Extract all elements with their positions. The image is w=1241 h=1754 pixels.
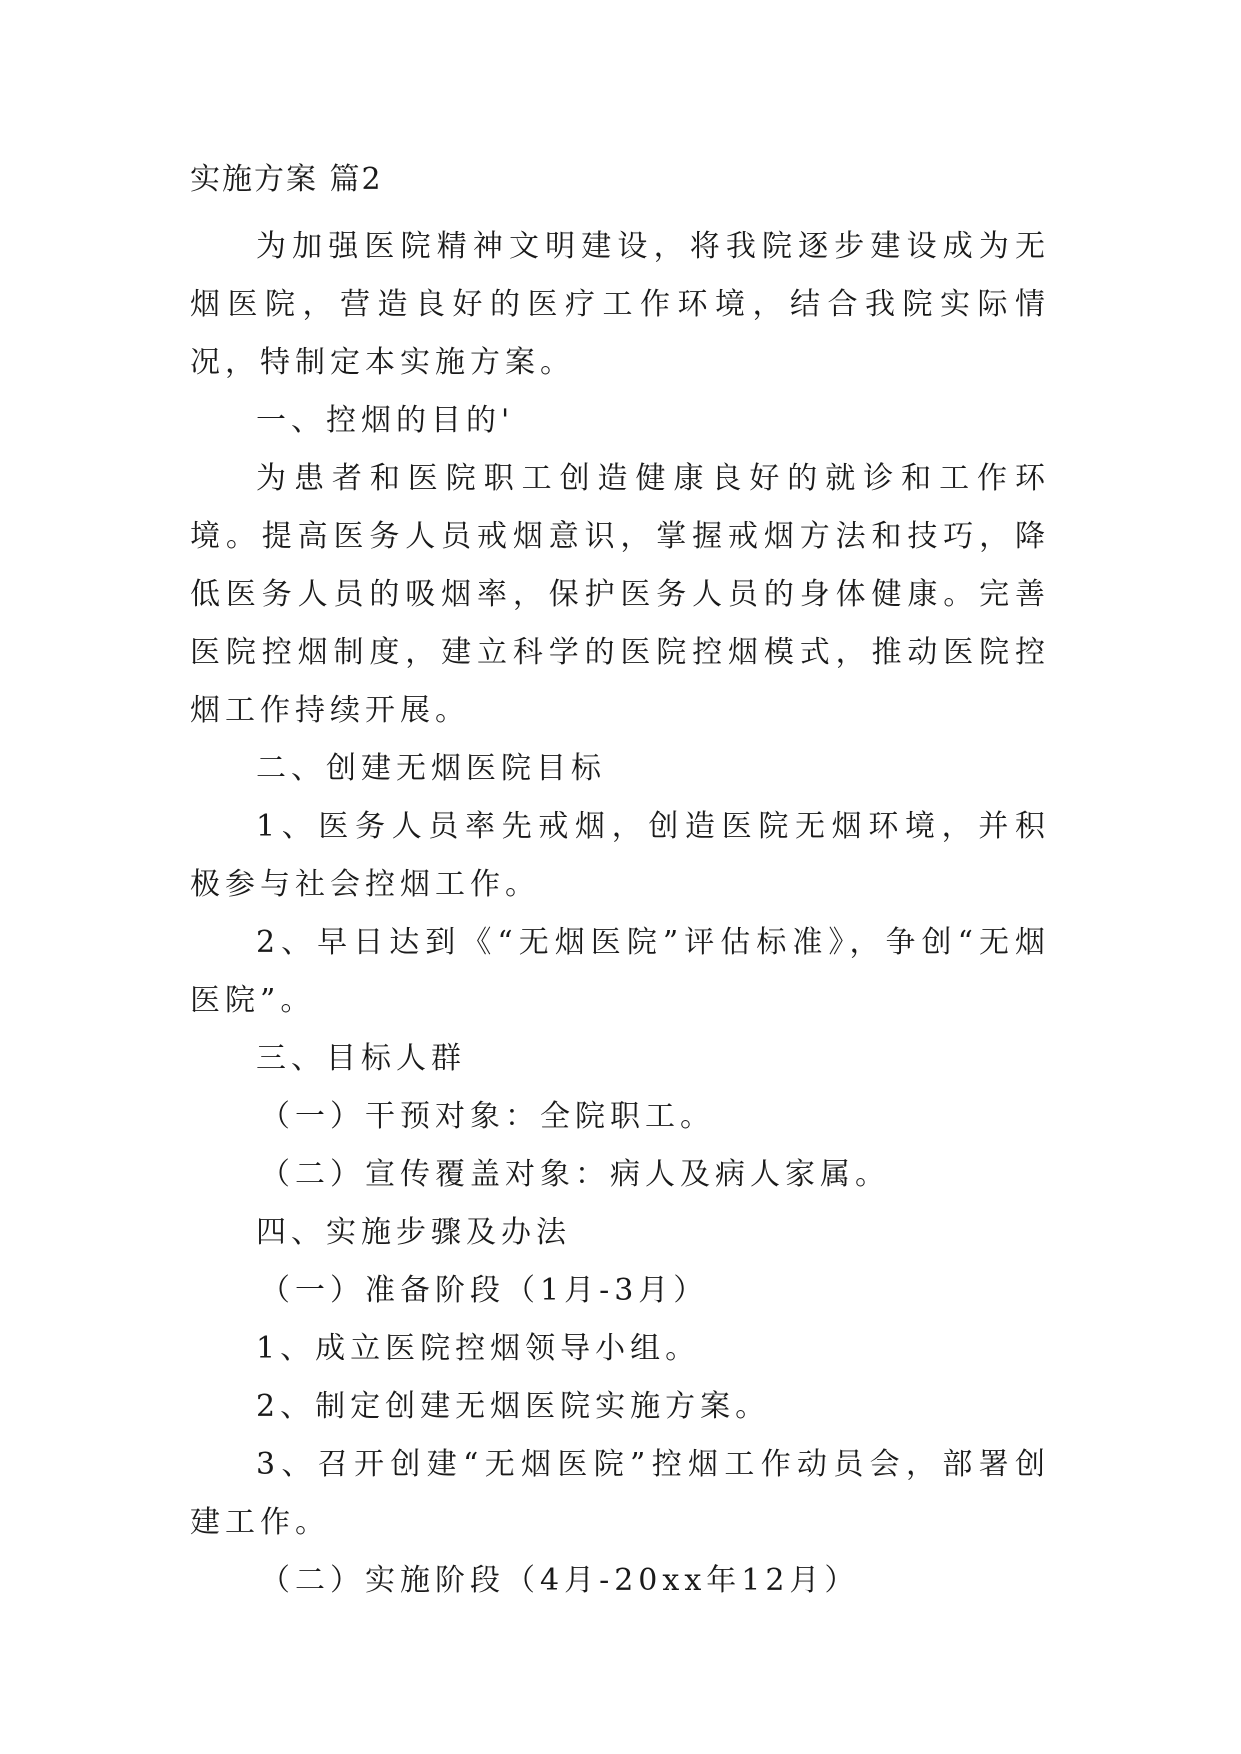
list-item-goal-2: 2、早日达到《“无烟医院”评估标准》，争创“无烟医院”。 bbox=[190, 925, 1050, 1018]
sub-heading-prep-stage: （一）准备阶段（1月-3月） bbox=[260, 1273, 709, 1308]
paragraph-purpose: 为患者和医院职工创造健康良好的就诊和工作环境。提高医务人员戒烟意识，掌握戒烟方法和技巧，降低医务人员的吸烟率，保护医务人员的身体健康。完善医院控烟制度，建立科学的医院控烟模式，推动医院控烟工作持续开展。 bbox=[190, 461, 1050, 728]
sub-item-target-1: （一）干预对象：全院职工。 bbox=[260, 1099, 715, 1134]
section-heading-4: 四、实施步骤及办法 bbox=[256, 1215, 571, 1250]
section-heading-1: 一、控烟的目的' bbox=[256, 403, 515, 438]
document-body bbox=[190, 218, 1050, 1610]
sub-item-target-2: （二）宣传覆盖对象：病人及病人家属。 bbox=[260, 1157, 890, 1192]
section-heading-3: 三、目标人群 bbox=[256, 1041, 466, 1076]
list-item-step-3: 3、召开创建“无烟医院”控烟工作动员会，部署创建工作。 bbox=[190, 1447, 1050, 1540]
list-item-step-1: 1、成立医院控烟领导小组。 bbox=[256, 1331, 701, 1366]
paragraph-intro: 为加强医院精神文明建设，将我院逐步建设成为无烟医院，营造良好的医疗工作环境，结合我院实际情况，特制定本实施方案。 bbox=[190, 229, 1050, 380]
section-heading-2: 二、创建无烟医院目标 bbox=[256, 751, 606, 786]
sub-heading-impl-stage: （二）实施阶段（4月-20xx年12月） bbox=[260, 1563, 860, 1598]
document-heading: 实施方案 篇2 bbox=[190, 162, 383, 197]
list-item-goal-1: 1、医务人员率先戒烟，创造医院无烟环境，并积极参与社会控烟工作。 bbox=[190, 809, 1050, 902]
list-item-step-2: 2、制定创建无烟医院实施方案。 bbox=[256, 1389, 771, 1424]
